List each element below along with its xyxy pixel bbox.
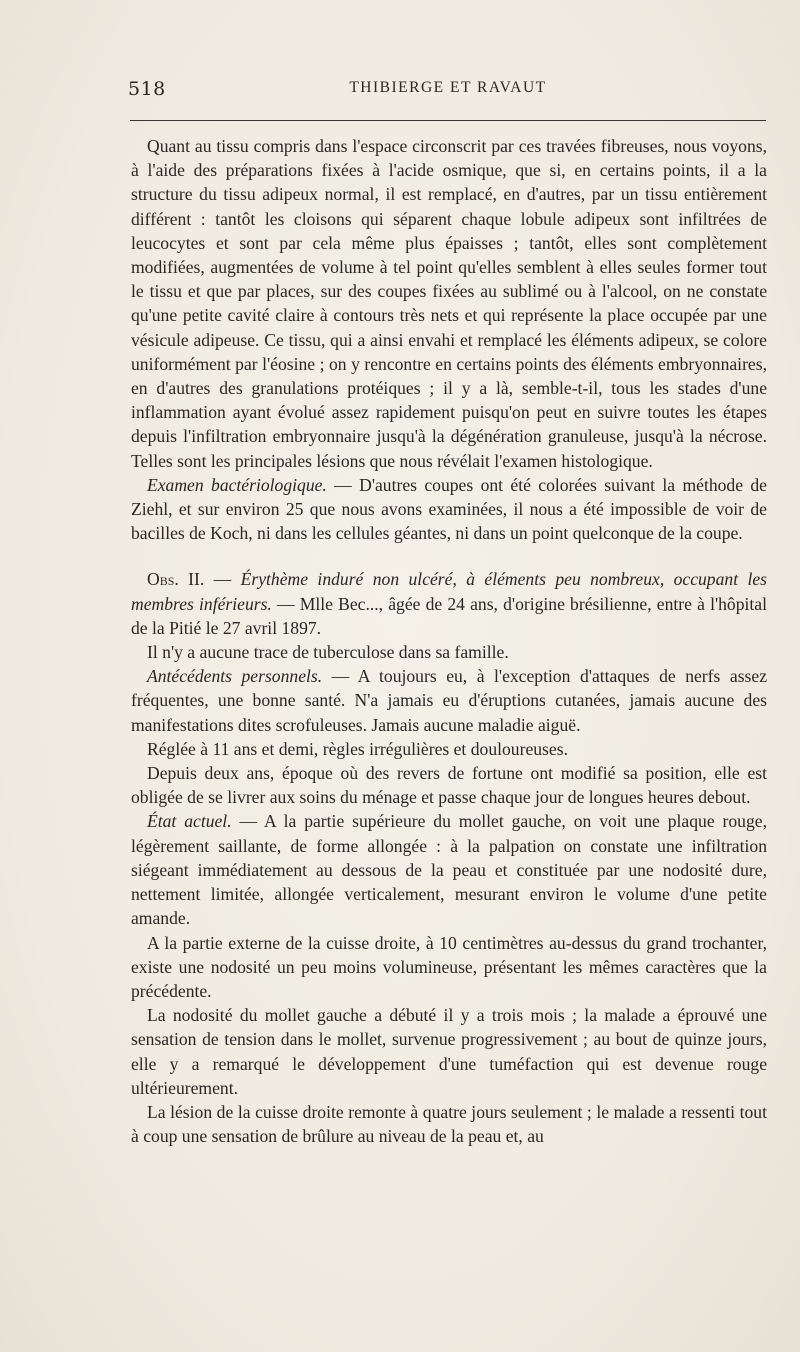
section-lead-current-state: État actuel. (147, 811, 232, 832)
paragraph-calf-onset: La nodosité du mollet gauche a débuté il y a trois mois ; la malade a éprouvé une sensation de tension dans le mollet, survenue progressivement ; au bout de quinze jours, elle y a remarqué le développement d'une tuméfaction qui est devenue rouge ultérieurement. (131, 1005, 767, 1098)
observation-dash: — (204, 569, 241, 590)
observation-title: Érythème induré non ulcéré, à éléments peu nombreux, occupant les membres inférieurs. (131, 569, 768, 614)
paragraph-bacteriology-text: — D'autres coupes ont été colorées suivant la méthode de Ziehl, et sur environ 25 que nous avons examinées, il nous a été impossible de voir de bacilles de Koch, ni dans les cellules géantes, ni dans un point quelconque de la coupe. (131, 474, 767, 544)
paragraph-history-text: — A toujours eu, à l'exception d'attaques de nerfs assez fréquentes, une bonne santé. N'a jamais eu d'éruptions cutanées, jamais aucune des manifestations dites scrofuleuses. Jamais aucune maladie aiguë. (131, 666, 767, 735)
paragraph-occupation: Depuis deux ans, époque où des revers de fortune ont modifié sa position, elle est obligée de se livrer aux soins du ménage et passe chaque jour de longues heures debout. (131, 763, 767, 808)
observation-heading (131, 567, 767, 640)
paragraph-current-state-text: — A la partie supérieure du mollet gauche, on voit une plaque rouge, légèrement saillante, de forme allongée : à la palpation on constate une infiltration siégeant immédiatement au dessous de la peau et constituée par une nodosité dure, nettement limitée, allongée verticalement, mesurant environ le volume d'une petite amande. (131, 811, 767, 929)
paragraph-current-state (131, 809, 767, 930)
paragraph-thigh: A la partie externe de la cuisse droite, à 10 centimètres au-dessus du grand trochanter, existe une nodosité un peu moins volumineuse, présentant les mêmes caractères que la précédente. (131, 932, 767, 1001)
paragraph-family: Il n'y a aucune trace de tuberculose dans sa famille. (147, 642, 509, 663)
section-lead-history: Antécédents personnels. (147, 666, 323, 687)
body-text (131, 134, 767, 1148)
paragraph-menses: Réglée à 11 ans et demi, règles irrégulières et douloureuses. (147, 738, 568, 759)
section-lead-bacteriology: Examen bactériologique. (147, 474, 327, 495)
observation-text: — Mlle Bec..., âgée de 24 ans, d'origine brésilienne, entre à l'hôpital de la Pitié le 27 avril 1897. (131, 593, 767, 638)
page-number: 518 (128, 78, 166, 100)
running-title: THIBIERGE ET RAVAUT (349, 79, 547, 96)
paragraph-bacteriology (131, 473, 767, 546)
paragraph-histology: Quant au tissu compris dans l'espace circonscrit par ces travées fibreuses, nous voyons, à l'aide des préparations fixées à l'acide osmique, que si, en certains points, il a la structure du tissu adipeux normal, il est remplacé, en d'autres, par un tissu entièrement différent : tantôt les cloisons qui séparent chaque lobule adipeux sont infiltrées de leucocytes et sont par cela même plus épaisses ; tantôt, elles sont complètement modifiées, augmentées de volume à tel point qu'elles semblent à elles seules former tout le tissu et que par places, sur des coupes fixées au sublimé ou à l'alcool, on ne constate qu'une petite cavité claire à contours très nets et qui représente la place occupée par une vésicule adipeuse. Ce tissu, qui a ainsi envahi et remplacé les éléments adipeux, se colore uniformément par l'éosine ; on y rencontre en certains points des éléments embryonnaires, en d'autres des granulations protéiques ; il y a là, semble-t-il, tous les stades d'une inflammation ayant évolué assez rapidement puisqu'on peut en suivre toutes les étapes depuis l'infiltration embryonnaire jusqu'à la dégénération granuleuse, jusqu'à la nécrose. Telles sont les principales lésions que nous révélait l'examen histologique. (131, 136, 767, 471)
paragraph-history (131, 664, 767, 737)
paragraph-thigh-onset: La lésion de la cuisse droite remonte à quatre jours seulement ; le malade a ressenti tout à coup une sensation de brûlure au niveau de la peau et, au (131, 1101, 767, 1147)
header-rule (130, 120, 766, 121)
observation-label: Obs. II. (147, 569, 205, 590)
page-header (128, 78, 768, 108)
